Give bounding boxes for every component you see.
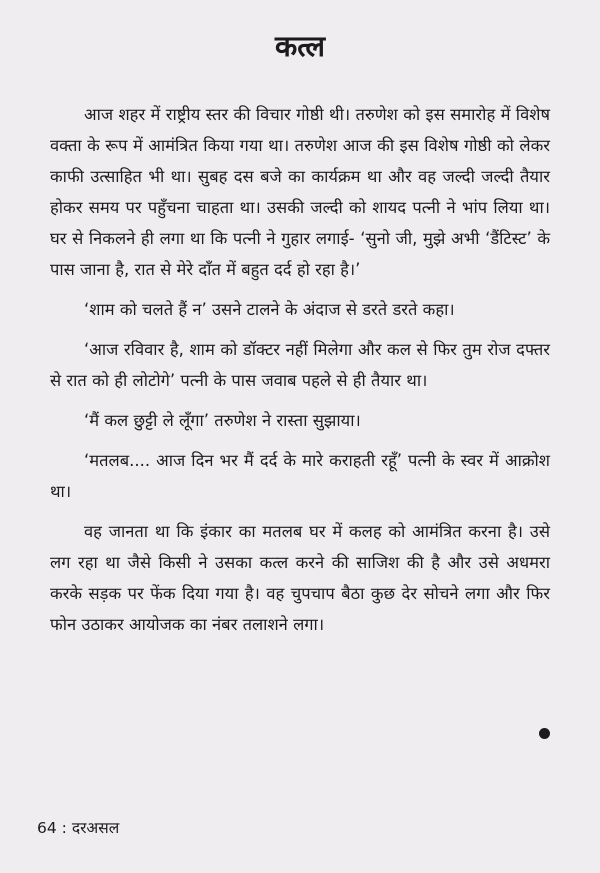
book-title: दरअसल (71, 819, 120, 837)
paragraph-1: आज शहर में राष्ट्रीय स्तर की विचार गोष्ठी थी। तरुणेश को इस समारोह में विशेष वक्ता के रूप में आमंत्रित किया गया था। तरुणेश आज की इस विशेष गोष्ठी को लेकर काफी उत्साहित भी था। सुबह दस बजे का कार्यक्रम था और वह जल्दी जल्दी तैयार होकर समय पर पहुँचना चाहता था। उसकी जल्दी को शायद पत्नी ने भांप लिया था। घर से निकलने ही लगा था कि पत्नी ने गुहार लगाई- ‘सुनो जी, मुझे अभी ‘डैंटिस्ट’ के पास जाना है, रात से मेरे दाँत में बहुत दर्द हो रहा है।’ (50, 105, 550, 279)
paragraph-3: ‘आज रविवार है, शाम को डॉक्टर नहीं मिलेगा और कल से फिर तुम रोज दफ्तर से रात को ही लोटोगे’ पत्नी के पास जवाब पहले से ही तैयार था। (50, 340, 550, 390)
end-of-story-bullet-icon (539, 728, 550, 739)
paragraph-4: ‘मैं कल छुट्टी ले लूँगा’ तरुणेश ने रास्ता सुझाया। (84, 411, 361, 430)
story-title: कत्ल (274, 29, 326, 63)
story-body (50, 99, 550, 640)
page-footer (37, 817, 119, 839)
page-number: 64 (37, 819, 57, 837)
paragraph-5: ‘मतलब.... आज दिन भर मैं दर्द के मारे कराहती रहूँ’ पत्नी के स्वर में आक्रोश था। (50, 451, 550, 501)
footer-separator: : (61, 819, 67, 837)
paragraph-2: ‘शाम को चलते हैं न’ उसने टालने के अंदाज से डरते डरते कहा। (84, 300, 455, 319)
paragraph-6: वह जानता था कि इंकार का मतलब घर में कलह को आमंत्रित करना है। उसे लग रहा था जैसे किसी ने उसका कत्ल करने की साजिश की है और उसे अधमरा करके सड़क पर फेंक दिया गया है। वह चुपचाप बैठा कुछ देर सोचने लगा और फिर फोन उठाकर आयोजक का नंबर तलाशने लगा। (50, 522, 550, 634)
